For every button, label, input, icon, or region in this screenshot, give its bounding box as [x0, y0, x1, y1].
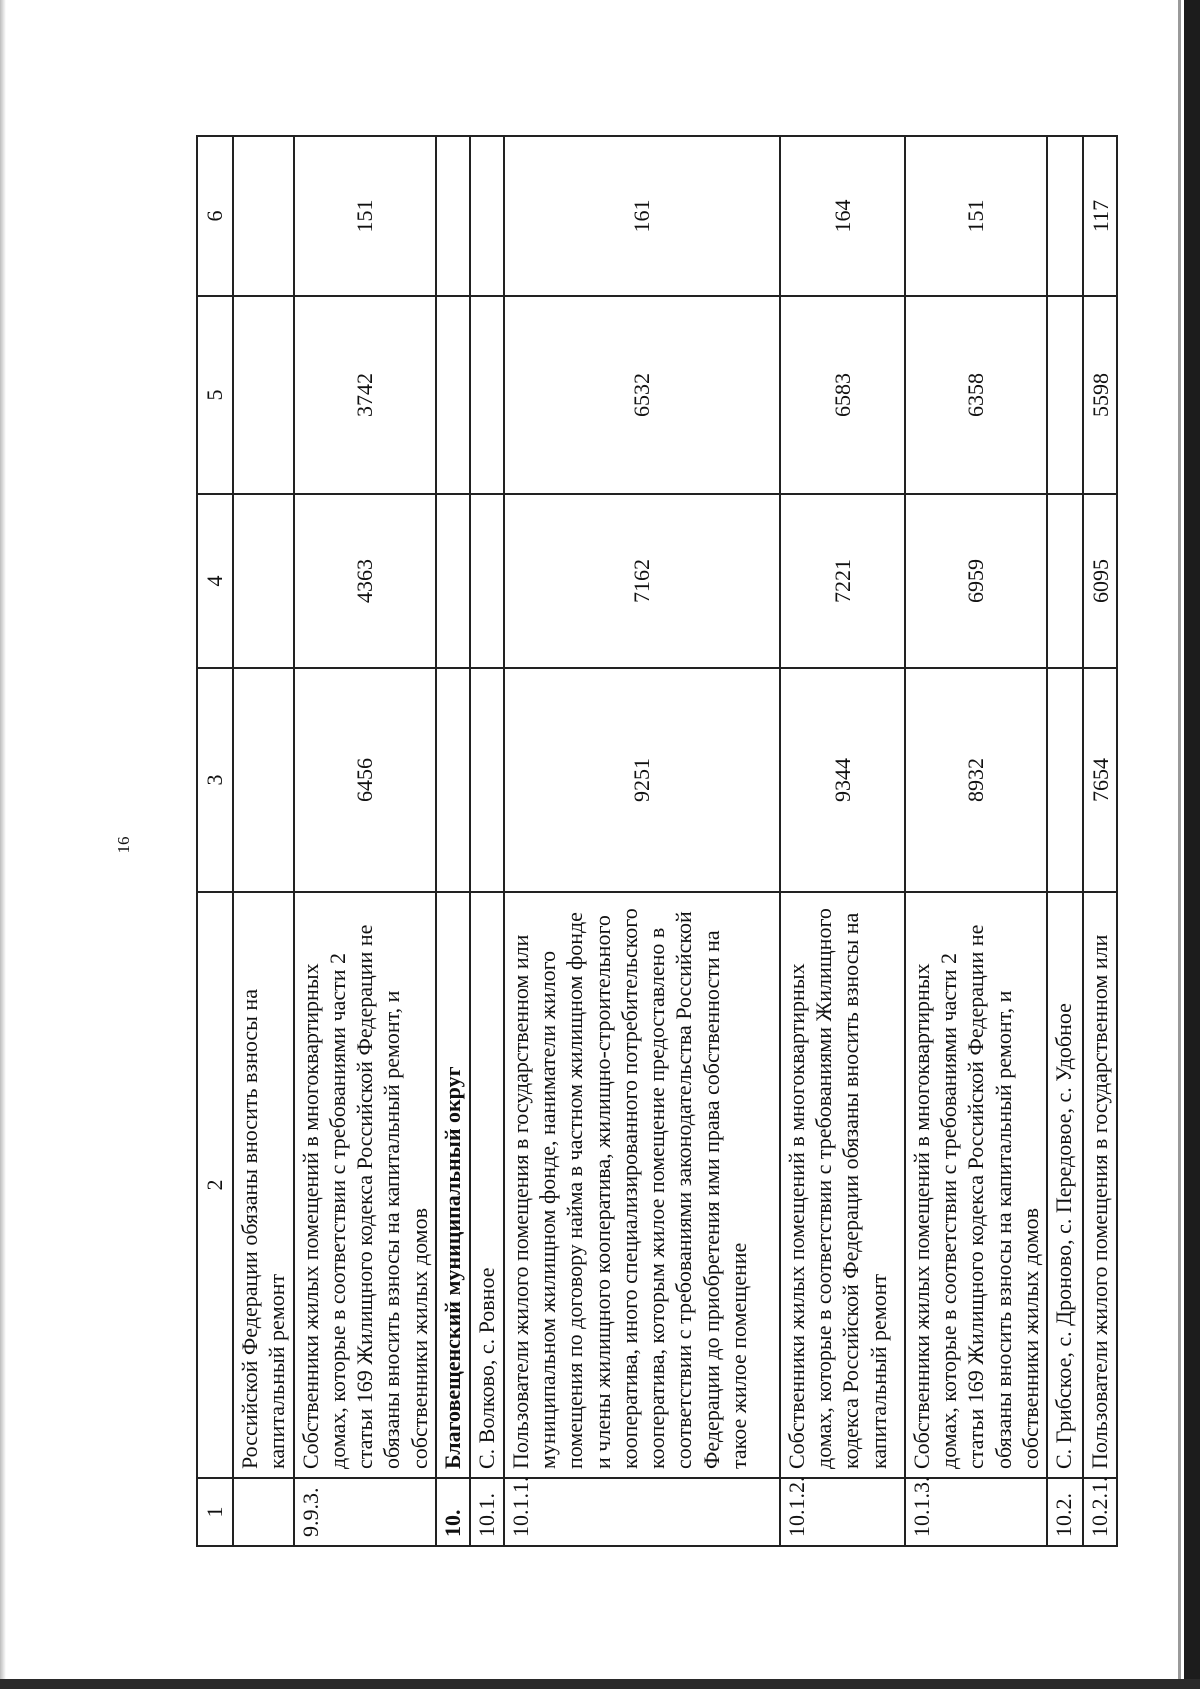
- row-text: Собственники жилых помещений в многоквартирных домах, которые в соответствии с требованиями части 2 статьи 169 Жилищного кодекса Российской Федерации не обязаны вносить взносы на капитальный ремонт, и собственники жилых домов: [294, 892, 436, 1478]
- table-row: [233, 136, 294, 1546]
- data-table: [196, 135, 1118, 1547]
- table-header-row: [197, 136, 233, 1546]
- value-col6: [1047, 136, 1083, 296]
- value-col5: [470, 296, 504, 494]
- rotated-table-container: [196, 137, 1113, 1547]
- page-number: 16: [114, 836, 133, 854]
- row-code: 10.1.: [470, 1478, 504, 1546]
- table-row: [1047, 136, 1083, 1546]
- value-col4: 6959: [905, 494, 1047, 668]
- row-text: С. Волково, с. Ровное: [470, 892, 504, 1478]
- value-col6: 117: [1083, 136, 1117, 296]
- row-code: 10.: [436, 1478, 470, 1546]
- value-col4: [436, 494, 470, 668]
- value-col4: 7162: [504, 494, 780, 668]
- value-col3: [1047, 668, 1083, 892]
- value-col6: [233, 136, 294, 296]
- row-code: 10.1.3.: [905, 1478, 1047, 1546]
- row-code: 10.2.1.: [1083, 1478, 1117, 1546]
- table-row: [504, 136, 780, 1546]
- value-col3: [470, 668, 504, 892]
- row-code: [233, 1478, 294, 1546]
- table-row: [470, 136, 504, 1546]
- table-row: [1083, 136, 1117, 1546]
- value-col5: 5598: [1083, 296, 1117, 494]
- value-col4: [1047, 494, 1083, 668]
- value-col4: 7221: [780, 494, 905, 668]
- value-col5: [436, 296, 470, 494]
- header-cell: 5: [197, 296, 233, 494]
- row-code: 10.2.: [1047, 1478, 1083, 1546]
- header-cell: 6: [197, 136, 233, 296]
- value-col5: [1047, 296, 1083, 494]
- table-row: [905, 136, 1047, 1546]
- row-text: Пользователи жилого помещения в государственном или: [1083, 892, 1117, 1478]
- header-cell: 4: [197, 494, 233, 668]
- value-col6: [436, 136, 470, 296]
- table-row: [294, 136, 436, 1546]
- value-col6: 164: [780, 136, 905, 296]
- value-col4: 6095: [1083, 494, 1117, 668]
- scan-edge-bottom: [0, 1679, 1200, 1689]
- row-text: Собственники жилых помещений в многоквартирных домах, которые в соответствии с требованиями Жилищного кодекса Российской Федерации обязаны вносить взносы на капитальный ремонт: [780, 892, 905, 1478]
- row-text: Пользователи жилого помещения в государственном или муниципальном жилищном фонде, наниматели жилого помещения по договору найма в частном жилищном фонде и члены жилищного кооператива, жилищно-строительного кооператива, иного специализированного потребительского кооператива, которым жилое помещение предоставлено в соответствии с требованиями законодательства Российской Федерации до приобретения ими права собственности на такое жилое помещение: [504, 892, 780, 1478]
- row-text: С. Грибское, с. Дроново, с. Передовое, с. Удобное: [1047, 892, 1083, 1478]
- header-cell: 3: [197, 668, 233, 892]
- row-text: Российской Федерации обязаны вносить взносы на капитальный ремонт: [233, 892, 294, 1478]
- value-col6: 151: [294, 136, 436, 296]
- value-col4: [470, 494, 504, 668]
- value-col3: [436, 668, 470, 892]
- row-code: 10.1.2.: [780, 1478, 905, 1546]
- value-col5: 3742: [294, 296, 436, 494]
- value-col3: 6456: [294, 668, 436, 892]
- table-row: [436, 136, 470, 1546]
- value-col3: [233, 668, 294, 892]
- header-cell: 2: [197, 892, 233, 1478]
- value-col5: 6583: [780, 296, 905, 494]
- table-row: [780, 136, 905, 1546]
- value-col5: 6358: [905, 296, 1047, 494]
- row-code: 9.9.3.: [294, 1478, 436, 1546]
- value-col5: 6532: [504, 296, 780, 494]
- value-col6: 151: [905, 136, 1047, 296]
- value-col3: 7654: [1083, 668, 1117, 892]
- value-col3: 9344: [780, 668, 905, 892]
- value-col6: 161: [504, 136, 780, 296]
- scan-edge-right: [1184, 0, 1200, 1689]
- header-cell: 1: [197, 1478, 233, 1546]
- value-col4: 4363: [294, 494, 436, 668]
- value-col4: [233, 494, 294, 668]
- row-code: 10.1.1.: [504, 1478, 780, 1546]
- value-col3: 8932: [905, 668, 1047, 892]
- value-col6: [470, 136, 504, 296]
- scan-edge-left: [0, 0, 6, 1689]
- row-text: Благовещенский муниципальный округ: [436, 892, 470, 1478]
- row-text: Собственники жилых помещений в многоквартирных домах, которые в соответствии с требованиями части 2 статьи 169 Жилищного кодекса Российской Федерации не обязаны вносить взносы на капитальный ремонт, и собственники жилых домов: [905, 892, 1047, 1478]
- value-col3: 9251: [504, 668, 780, 892]
- value-col5: [233, 296, 294, 494]
